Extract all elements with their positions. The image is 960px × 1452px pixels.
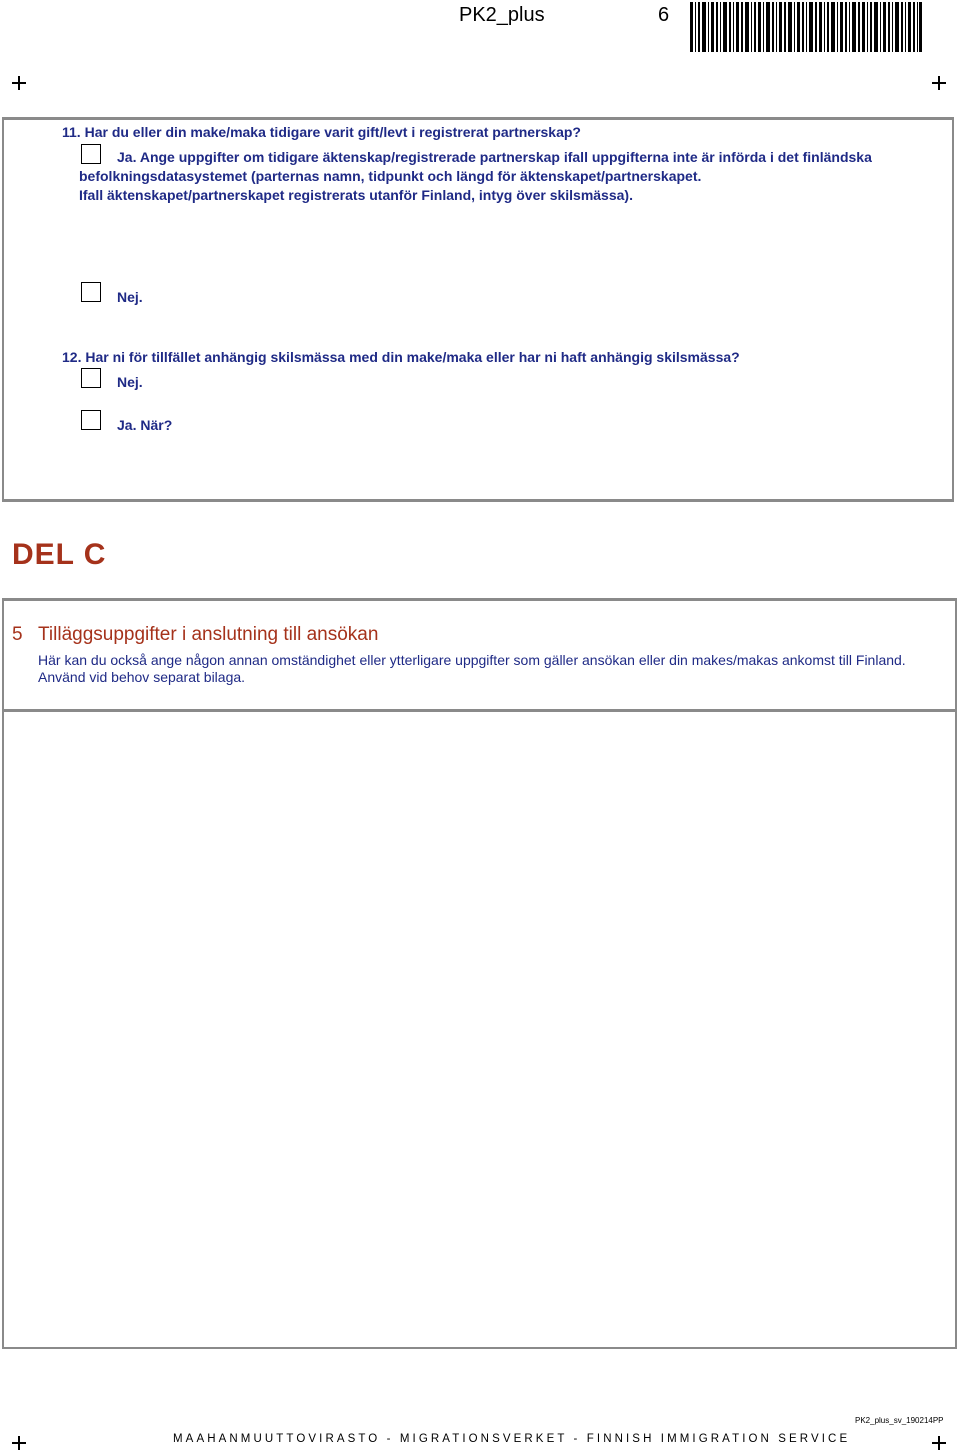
page-number: 6 (658, 4, 670, 26)
q11-yes-text-line3: Ifall äktenskapet/partnerskapet registrerats utanför Finland, intyg över skilsmässa). (79, 187, 633, 203)
q11-no-checkbox[interactable] (81, 282, 101, 302)
q11-yes-text-line2: befolkningsdatasystemet (parternas namn, tidpunkt och längd för äktenskapet/partnerskapet. (79, 168, 702, 184)
section-5-title: Tilläggsuppgifter i anslutning till ansökan (38, 624, 379, 645)
q12-no-checkbox[interactable] (81, 368, 101, 388)
registration-mark-icon (932, 76, 946, 90)
section-5-description: Här kan du också ange någon annan omständighet eller ytterligare uppgifter som gäller ansökan eller din makes/makas ankomst till Finland. Använd vid behov separat bilaga. (38, 652, 906, 685)
q12-no-label: Nej. (117, 374, 143, 390)
form-title: PK2_plus (459, 4, 545, 26)
q11-yes-text-line1: Ja. Ange uppgifter om tidigare äktenskap/registrerade partnerskap ifall uppgifterna inte är införda i det finländska (117, 149, 872, 165)
registration-mark-icon (932, 1436, 946, 1450)
form-code: PK2_plus_sv_190214PP (855, 1416, 944, 1425)
registration-mark-icon (12, 76, 26, 90)
part-c-heading: DEL C (12, 538, 107, 571)
q12-yes-checkbox[interactable] (81, 410, 101, 430)
question-11-label: 11. Har du eller din make/maka tidigare varit gift/levt i registrerat partnerskap? (62, 124, 581, 140)
q11-no-label: Nej. (117, 289, 143, 305)
question-12-label: 12. Har ni för tillfället anhängig skilsmässa med din make/maka eller har ni haft anhängig skilsmässa? (62, 349, 740, 365)
q11-yes-checkbox[interactable] (81, 144, 101, 164)
barcode-graphic (690, 2, 922, 52)
additional-info-text-area[interactable] (2, 709, 957, 1349)
footer-organizations: MAAHANMUUTTOVIRASTO - MIGRATIONSVERKET - FINNISH IMMIGRATION SERVICE (173, 1433, 851, 1445)
section-5-number: 5 (12, 624, 23, 645)
q12-yes-label: Ja. När? (117, 417, 173, 433)
registration-mark-icon (12, 1436, 26, 1450)
